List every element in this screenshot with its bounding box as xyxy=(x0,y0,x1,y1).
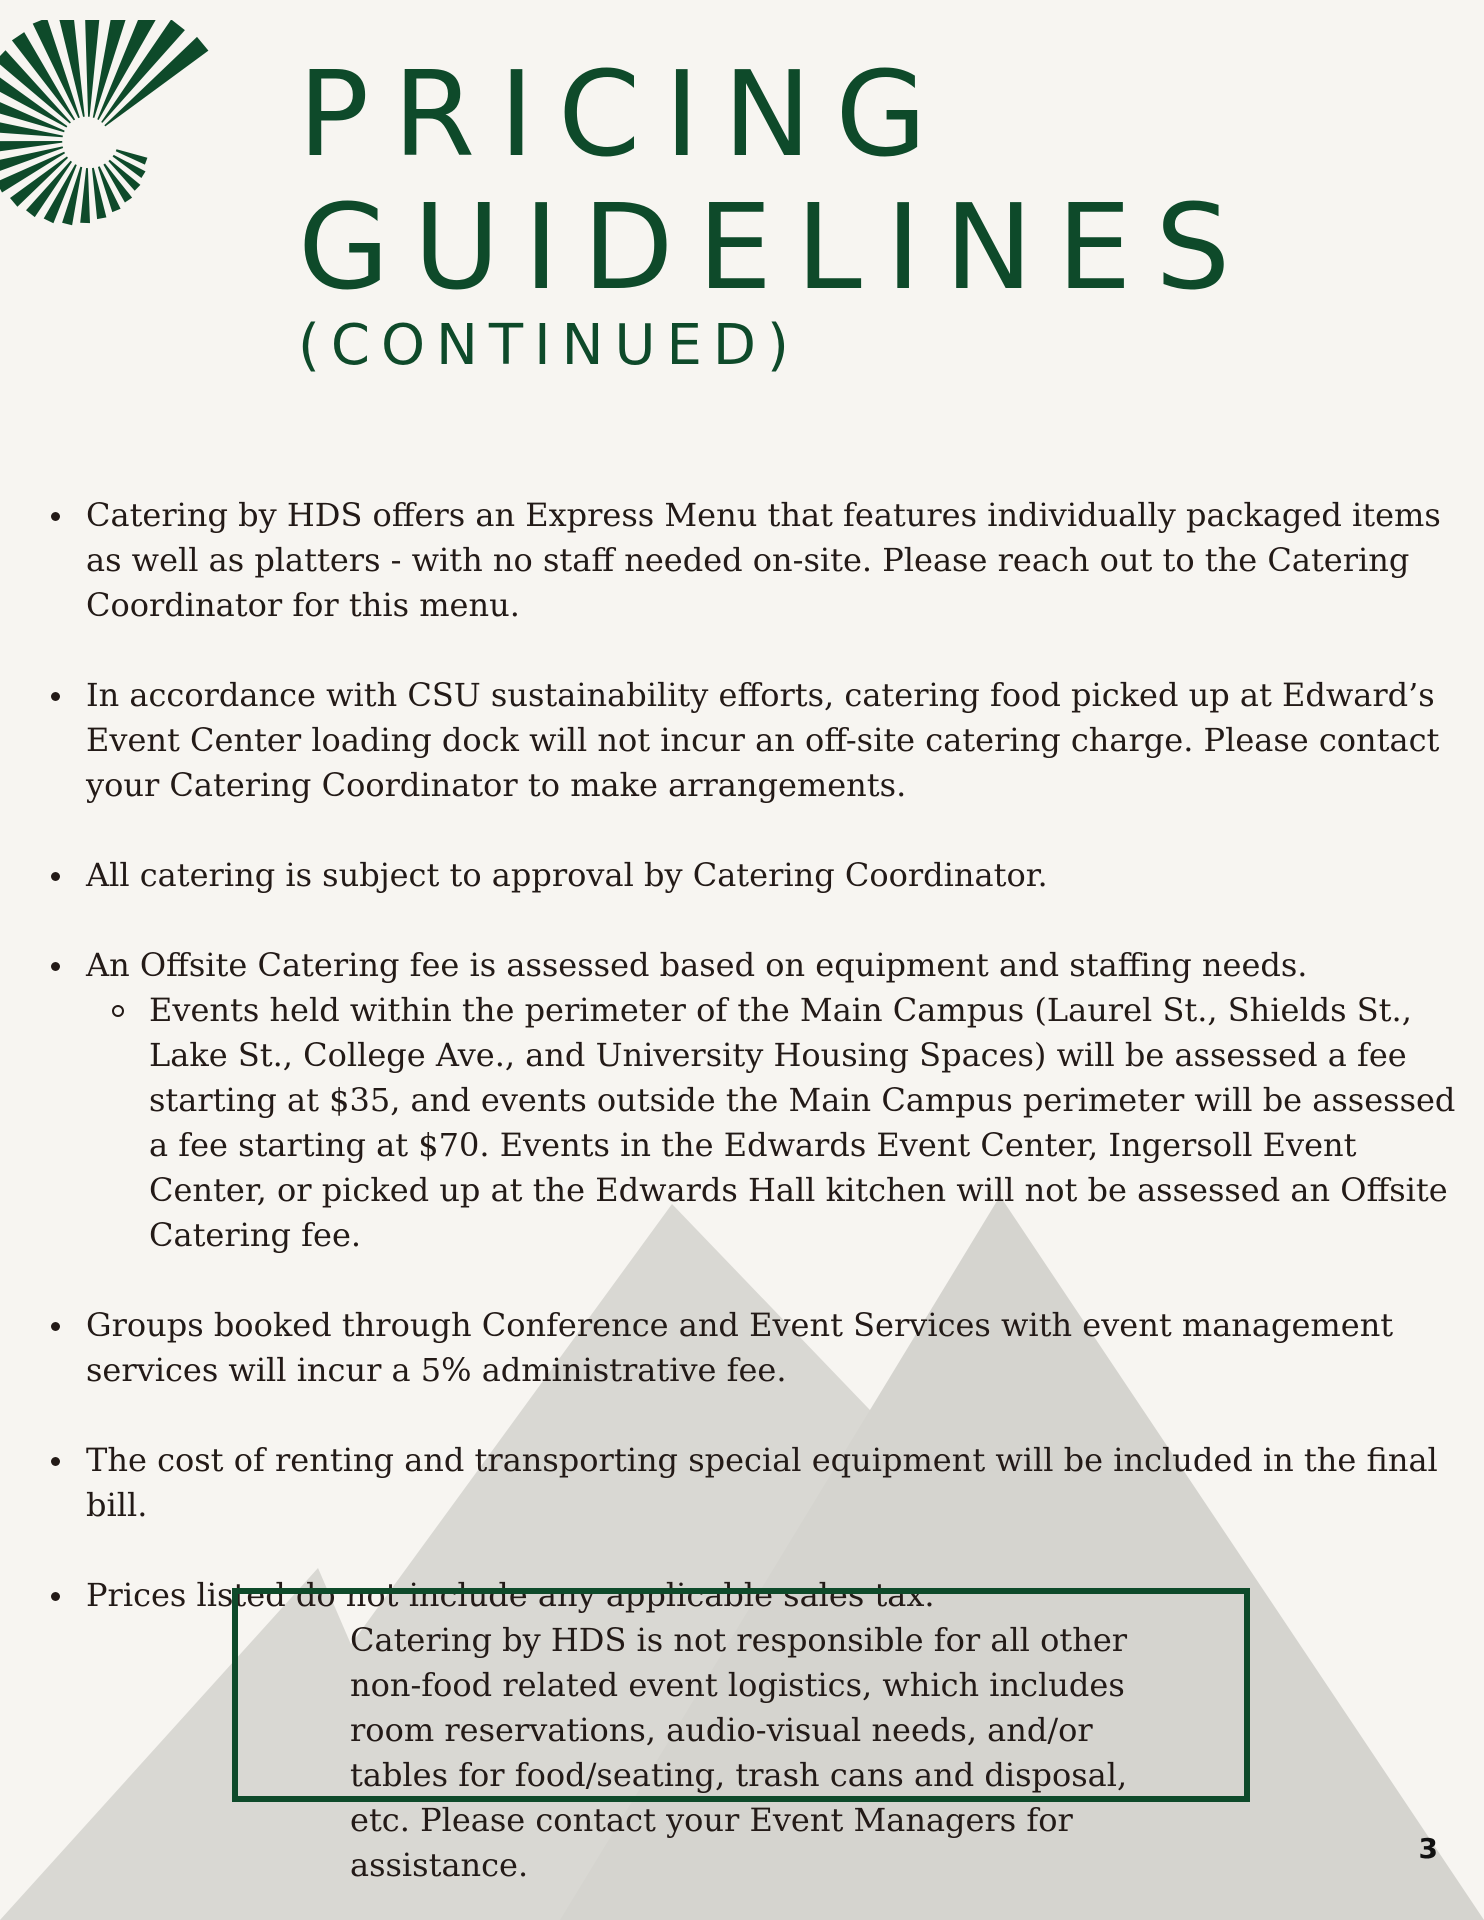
offsite-fee-details xyxy=(86,988,1464,1258)
offsite-fee-detail xyxy=(86,988,1464,1258)
logo-ray xyxy=(80,168,90,223)
logo-ray xyxy=(0,141,62,154)
guideline-approval xyxy=(44,853,1464,898)
notice-text: Catering by HDS is not responsible for all other non-food related event logistics, which includes room reservations, audio-visual needs, and/or tables for food/seating, trash cans and disposal, etc. Please contact your Event Managers for assistance. xyxy=(350,1621,1128,1884)
guideline-special-equipment xyxy=(44,1438,1464,1528)
guideline-subtext: Events held within the perimeter of the Main Campus (Laurel St., Shields St., Lake St., College Ave., and University Housing Spaces) will be assessed a fee starting at $35, and events outside the Main Campus perimeter will be assessed a fee starting at $70. Events in the Edwards Event Center, Ingersoll Event Center, or picked up at the Edwards Hall kitchen will not be assessed an Offsite Catering fee. xyxy=(149,991,1456,1254)
guideline-text: Catering by HDS offers an Express Menu that features individually packaged items as well as platters - with no staff needed on-site. Please reach out to the Catering Coordinator for this menu. xyxy=(86,496,1441,624)
guidelines-content xyxy=(44,493,1464,1663)
guideline-administrative-fee xyxy=(44,1303,1464,1393)
page-title-line1: PRICING xyxy=(298,45,951,183)
guideline-text: An Offsite Catering fee is assessed based on equipment and staffing needs. xyxy=(86,946,1308,984)
guideline-text: In accordance with CSU sustainability efforts, catering food picked up at Edward’s Event Center loading dock will not incur an off-site catering charge. Please contact your Catering Coordinator to make arrangements. xyxy=(86,676,1440,804)
guideline-text: The cost of renting and transporting special equipment will be included in the final bill. xyxy=(86,1441,1438,1524)
guidelines-list xyxy=(44,493,1464,1618)
page-number: 3 xyxy=(1418,1832,1438,1865)
page-subtitle: (CONTINUED) xyxy=(298,313,800,378)
logo-ray xyxy=(92,168,106,219)
guideline-text: All catering is subject to approval by Catering Coordinator. xyxy=(86,856,1048,894)
notice-box xyxy=(232,1588,1250,1884)
page-title-line2: GUIDELINES xyxy=(298,178,1255,316)
guideline-sustainability-pickup xyxy=(44,673,1464,808)
guideline-text: Prices listed do not include any applicable sales tax. xyxy=(86,1576,935,1614)
guideline-offsite-fee xyxy=(44,943,1464,1258)
ram-horn-logo-icon xyxy=(0,20,250,230)
guideline-express-menu xyxy=(44,493,1464,628)
guideline-text: Groups booked through Conference and Event Services with event management services will incur a 5% administrative fee. xyxy=(86,1306,1394,1389)
